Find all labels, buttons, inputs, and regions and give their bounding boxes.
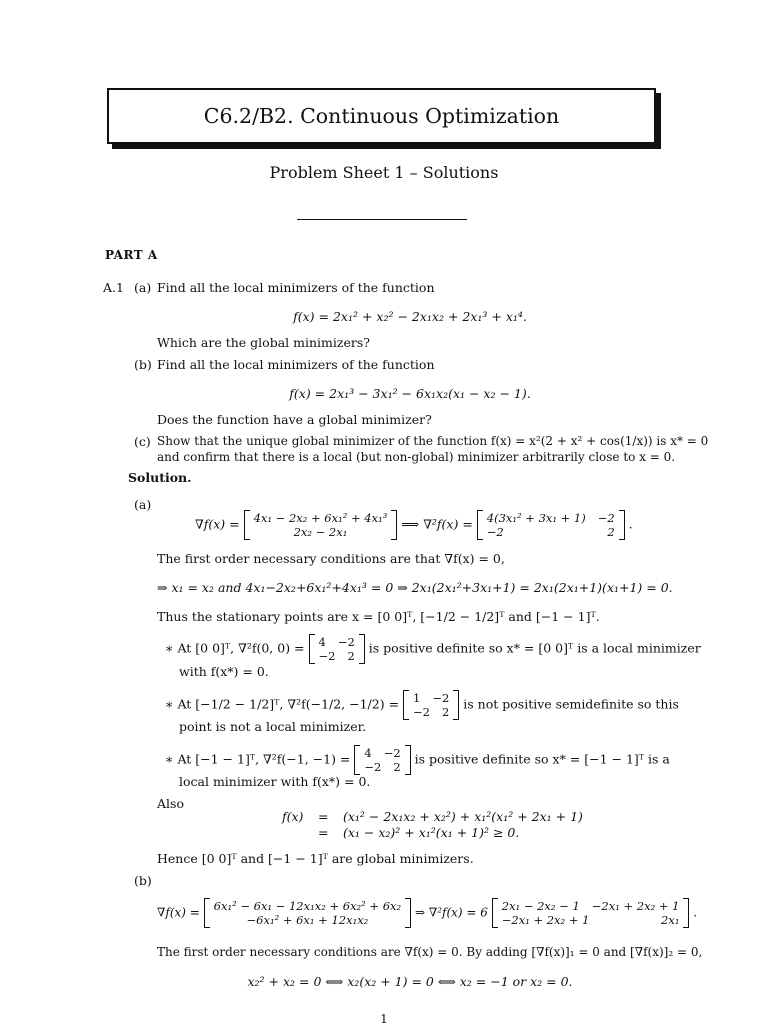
document-subtitle: Problem Sheet 1 – Solutions xyxy=(269,163,499,182)
hessian-a-11: 4(3x₁² + 3x₁ + 1) xyxy=(486,511,586,525)
hessian-b-22: 2x₁ xyxy=(661,913,680,927)
part-label: PART A xyxy=(105,248,158,262)
bullet-1 xyxy=(165,634,701,664)
hessian-b-lhs: ⇒ ∇²f(x) = 6 xyxy=(414,905,488,920)
bullet-2-m21: −2 xyxy=(413,705,430,719)
hessian-b-12: −2x₁ + 2x₂ + 1 xyxy=(591,899,680,913)
part-a-label: (a) xyxy=(134,280,152,295)
hessian-a-12: −2 xyxy=(597,511,615,525)
eq2-equals: = xyxy=(318,825,329,840)
part-b-label: (b) xyxy=(134,357,152,372)
solution-b-label: (b) xyxy=(134,873,152,888)
title-box xyxy=(107,88,656,144)
bullet-2-m11: 1 xyxy=(413,691,421,705)
gradient-a-lhs: ∇f(x) = xyxy=(195,516,240,532)
part-a-text: Find all the local minimizers of the function xyxy=(157,280,435,295)
problem-number: A.1 xyxy=(103,280,124,295)
bullet-2-line2: point is not a local minimizer. xyxy=(179,719,367,734)
hessian-b-21: −2x₁ + 2x₂ + 1 xyxy=(501,913,590,927)
bullet-2-m12: −2 xyxy=(432,691,450,705)
bullet-2-post: is not positive semidefinite so this xyxy=(463,696,679,712)
bullet-1-matrix xyxy=(309,634,365,664)
hessian-a-lhs: ⟹ ∇²f(x) = xyxy=(401,516,473,532)
bullet-3-m21: −2 xyxy=(364,760,382,774)
bullet-1-pre: ∗ At [0 0]ᵀ, ∇²f(0, 0) = xyxy=(165,640,305,656)
eq1-rhs: (x₁² − 2x₁x₂ + x₂²) + x₁²(x₁² + 2x₁ + 1) xyxy=(343,809,583,824)
also-label: Also xyxy=(157,796,184,811)
final-equivalence: x₂² + x₂ = 0 ⟺ x₂(x₂ + 1) = 0 ⟺ x₂ = −1 or x₂ = 0. xyxy=(247,974,573,989)
part-c-line1: Show that the unique global minimizer of the function f(x) = x²(2 + x² + cos(1/x)) is x* = 0 xyxy=(157,434,709,448)
divider xyxy=(297,219,467,220)
hessian-a-matrix xyxy=(477,510,625,540)
bullet-3 xyxy=(165,745,670,775)
hessian-a-21: −2 xyxy=(486,525,504,539)
gradient-b-vector xyxy=(204,898,411,928)
bullet-3-post: is positive definite so x* = [−1 − 1]ᵀ is a xyxy=(414,751,670,767)
bullet-3-m12: −2 xyxy=(383,746,401,760)
bullet-1-m22: 2 xyxy=(347,649,355,663)
part-a-formula: f(x) = 2x₁² + x₂² − 2x₁x₂ + 2x₁³ + x₁⁴. xyxy=(293,309,527,324)
gradient-a-row2: 2x₂ − 2x₁ xyxy=(293,525,348,539)
part-c-label: (c) xyxy=(134,434,151,449)
global-minimizers-conclusion: Hence [0 0]ᵀ and [−1 − 1]ᵀ are global minimizers. xyxy=(157,851,474,866)
eq1-lhs: f(x) xyxy=(282,809,304,824)
gradient-b: ∇f(x) = 6x₁² − 6x₁ − 12x₁x₂ + 6x₂² + 6x₂ −6x₁² + 6x₁ + 12x₁x₂ ⇒ ∇²f(x) = 6 2x₁ − 2x₂ − 1 −2x₁ + 2x₂ + 1 −2x₁ + 2x₂ + 1 2x₁ . xyxy=(157,899,698,927)
hessian-b-11: 2x₁ − 2x₂ − 1 xyxy=(501,899,580,913)
bullet-1-m11: 4 xyxy=(318,635,326,649)
bullet-2-m22: 2 xyxy=(441,705,450,719)
bullet-1-line2: with f(x*) = 0. xyxy=(179,664,269,679)
gradient-b-lhs: ∇f(x) = xyxy=(157,905,200,920)
stationary-points: Thus the stationary points are x = [0 0]ᵀ, [−1/2 − 1/2]ᵀ and [−1 − 1]ᵀ. xyxy=(157,609,600,624)
bullet-3-m11: 4 xyxy=(364,746,372,760)
bullet-3-matrix xyxy=(354,745,410,775)
gradient-a-row1: 4x₁ − 2x₂ + 6x₁² + 4x₁³ xyxy=(253,511,388,525)
bullet-3-pre: ∗ At [−1 − 1]ᵀ, ∇²f(−1, −1) = xyxy=(165,751,351,767)
bullet-1-post: is positive definite so x* = [0 0]ᵀ is a local minimizer xyxy=(368,640,701,656)
implication-line: ⇒ x₁ = x₂ and 4x₁−2x₂+6x₁²+4x₁³ = 0 ⇒ 2x₁(2x₁²+3x₁+1) = 2x₁(2x₁+1)(x₁+1) = 0. xyxy=(157,580,673,595)
document-title: C6.2/B2. Continuous Optimization xyxy=(203,104,560,128)
hessian-b-matrix xyxy=(492,898,690,928)
solution-label: Solution. xyxy=(128,470,192,485)
solution-a-label: (a) xyxy=(134,497,152,512)
part-c-line2: and confirm that there is a local (but non-global) minimizer arbitrarily close to x = 0. xyxy=(157,450,676,464)
bullet-3-m22: 2 xyxy=(393,760,401,774)
bullet-2-pre: ∗ At [−1/2 − 1/2]ᵀ, ∇²f(−1/2, −1/2) = xyxy=(165,696,400,712)
part-b-text: Find all the local minimizers of the function xyxy=(157,357,435,372)
bullet-2-matrix xyxy=(403,690,459,720)
first-order-conditions-b: The first order necessary conditions are ∇f(x) = 0. By adding [∇f(x)]₁ = 0 and [∇f(x)]₂ = 0, xyxy=(157,945,703,959)
gradient-b-row1: 6x₁² − 6x₁ − 12x₁x₂ + 6x₂² + 6x₂ xyxy=(213,899,402,913)
gradient-a: ∇f(x) = 4x₁ − 2x₂ + 6x₁² + 4x₁³ 2x₂ − 2x₁ ⟹ ∇²f(x) = 4(3x₁² + 3x₁ + 1) −2 −2 2 . xyxy=(195,511,633,539)
gradient-b-row2: −6x₁² + 6x₁ + 12x₁x₂ xyxy=(246,913,369,927)
bullet-2 xyxy=(165,690,679,720)
part-a-question: Which are the global minimizers? xyxy=(157,335,370,350)
eq2-rhs: (x₁ − x₂)² + x₁²(x₁ + 1)² ≥ 0. xyxy=(343,825,520,840)
part-b-formula: f(x) = 2x₁³ − 3x₁² − 6x₁x₂(x₁ − x₂ − 1). xyxy=(289,386,531,401)
bullet-3-line2: local minimizer with f(x*) = 0. xyxy=(179,774,371,789)
first-order-conditions: The first order necessary conditions are that ∇f(x) = 0, xyxy=(157,551,505,566)
bullet-1-m12: −2 xyxy=(337,635,355,649)
hessian-a-22: 2 xyxy=(607,525,615,539)
eq1-equals: = xyxy=(318,809,329,824)
part-b-question: Does the function have a global minimizer? xyxy=(157,412,432,427)
page-number: 1 xyxy=(380,1012,388,1026)
bullet-1-m21: −2 xyxy=(318,649,336,663)
gradient-a-vector xyxy=(244,510,398,540)
